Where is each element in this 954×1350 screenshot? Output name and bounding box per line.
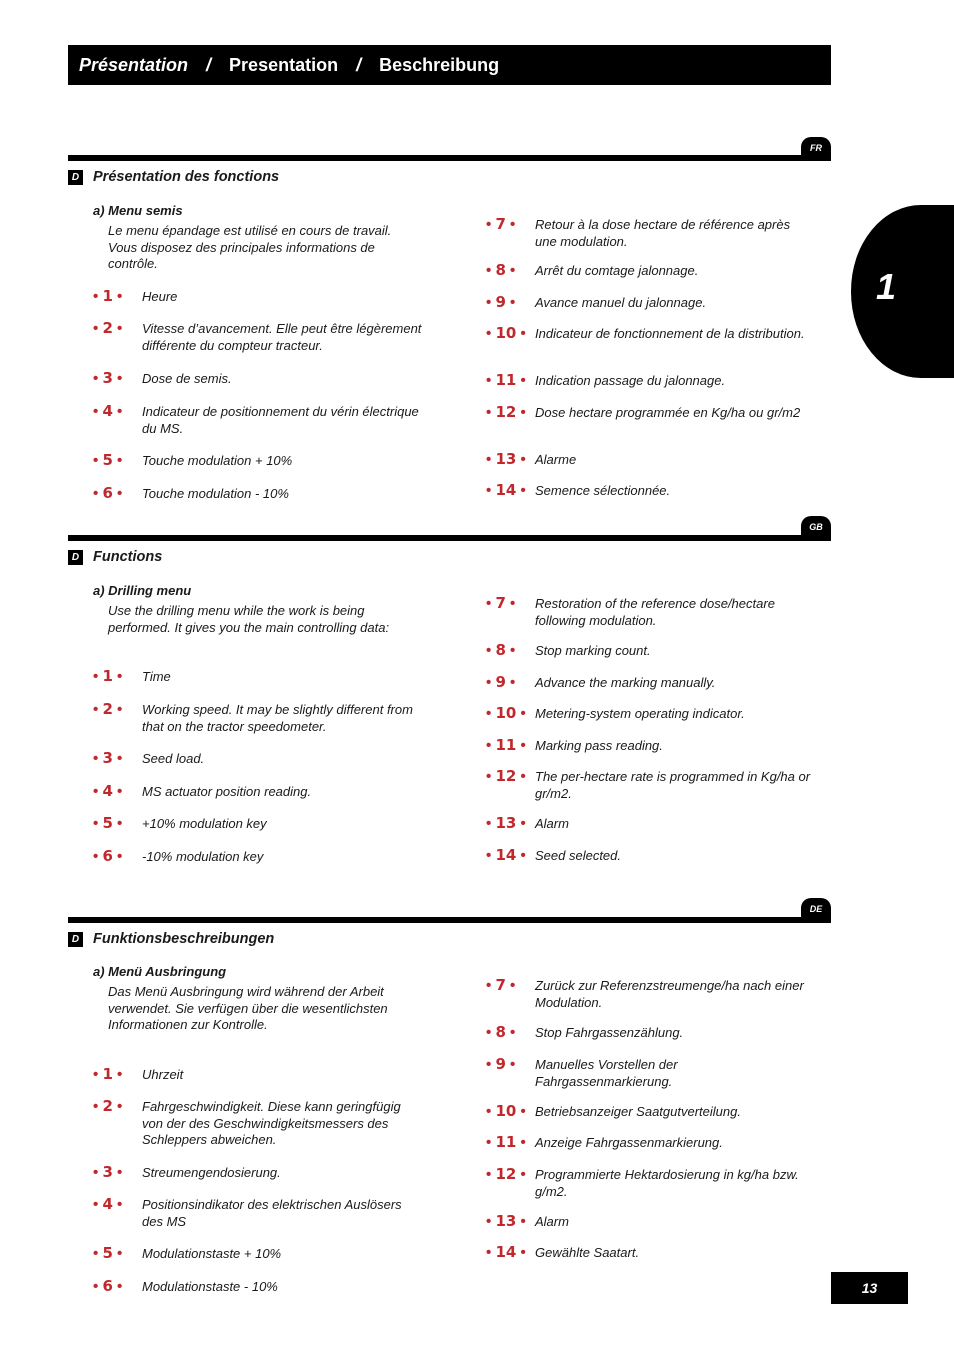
bullet-icon: •	[117, 750, 123, 767]
list-item	[93, 815, 422, 833]
page-header	[68, 45, 831, 85]
list-item	[486, 1103, 815, 1121]
item-number	[93, 1245, 142, 1262]
bullet-icon: •	[117, 452, 123, 469]
lang-tab-fr: FR	[801, 137, 831, 159]
list-item	[486, 1213, 815, 1231]
item-text: Manuelles Vorstellen der Fahrgassenmarkierung.	[535, 1057, 678, 1089]
item-text: Indicateur de positionnement du vérin électrique du MS.	[142, 404, 419, 436]
bullet-icon: •	[510, 262, 516, 279]
bullet-icon: •	[520, 482, 526, 499]
bullet-icon: •	[486, 642, 492, 659]
bullet-icon: •	[520, 847, 526, 864]
bullet-icon: •	[93, 848, 99, 865]
item-number-value: 3	[102, 369, 113, 387]
item-number	[486, 977, 535, 994]
bullet-icon: •	[486, 705, 492, 722]
document-icon: D	[68, 170, 83, 185]
bullet-icon: •	[486, 1134, 492, 1151]
item-number-value: 14	[495, 846, 517, 864]
list-item	[486, 372, 815, 390]
bullet-icon: •	[93, 750, 99, 767]
bullet-icon: •	[486, 768, 492, 785]
item-number	[486, 1134, 535, 1151]
bullet-icon: •	[510, 294, 516, 311]
item-text: Avance manuel du jalonnage.	[535, 295, 707, 310]
bullet-icon: •	[486, 595, 492, 612]
item-text: Streumengendosierung.	[142, 1165, 281, 1180]
item-text: Touche modulation - 10%	[142, 486, 289, 501]
bullet-icon: •	[117, 848, 123, 865]
list-item	[93, 1245, 422, 1263]
bullet-icon: •	[93, 452, 99, 469]
bullet-icon: •	[510, 642, 516, 659]
item-number-value: 13	[495, 1212, 517, 1230]
header-title-fr: Présentation	[79, 54, 189, 75]
list-item	[486, 977, 815, 1011]
item-text: Advance the marking manually.	[535, 675, 716, 690]
item-number-value: 9	[495, 1055, 506, 1073]
bullet-icon: •	[520, 1103, 526, 1120]
lang-tab-de: DE	[801, 898, 831, 920]
item-number-value: 5	[102, 451, 113, 469]
item-text: +10% modulation key	[142, 816, 267, 831]
bullet-icon: •	[510, 1024, 516, 1041]
item-number	[486, 1103, 535, 1120]
section-title-text: Funktionsbeschreibungen	[93, 931, 275, 947]
item-number	[486, 482, 535, 499]
item-number-value: 3	[102, 749, 113, 767]
bullet-icon: •	[520, 1244, 526, 1261]
bullet-icon: •	[486, 1024, 492, 1041]
bullet-icon: •	[93, 1164, 99, 1181]
list-item	[93, 750, 422, 768]
menu-subtitle: a) Drilling menu	[93, 583, 192, 598]
bullet-icon: •	[486, 1056, 492, 1073]
list-item	[486, 325, 815, 343]
item-number-value: 10	[495, 704, 517, 722]
item-text: Alarme	[535, 452, 577, 467]
item-number-value: 1	[102, 667, 113, 685]
item-text: Uhrzeit	[142, 1067, 184, 1082]
item-number	[93, 1278, 142, 1295]
bullet-icon: •	[93, 701, 99, 718]
list-item	[93, 320, 422, 354]
bullet-icon: •	[117, 1066, 123, 1083]
bullet-icon: •	[486, 451, 492, 468]
item-number	[93, 320, 142, 337]
list-item	[93, 1066, 422, 1084]
item-number-value: 12	[495, 403, 517, 421]
bullet-icon: •	[486, 216, 492, 233]
section-rule	[68, 155, 831, 161]
bullet-icon: •	[117, 1164, 123, 1181]
item-number	[486, 768, 535, 785]
list-item	[93, 1278, 422, 1296]
list-item	[486, 294, 815, 312]
bullet-icon: •	[117, 783, 123, 800]
header-title-en: Presentation	[229, 54, 339, 75]
item-text: Alarm	[535, 816, 569, 831]
item-number	[93, 1098, 142, 1115]
list-item	[486, 815, 815, 833]
item-number-value: 11	[495, 1133, 517, 1151]
item-number	[486, 1244, 535, 1261]
list-item	[93, 288, 422, 306]
list-item	[486, 642, 815, 660]
item-number-value: 10	[495, 324, 517, 342]
item-text: MS actuator position reading.	[142, 784, 312, 799]
item-text: Modulationstaste - 10%	[142, 1279, 278, 1294]
list-item	[486, 482, 815, 500]
item-number-value: 5	[102, 814, 113, 832]
list-item	[486, 847, 815, 865]
item-number	[93, 815, 142, 832]
item-number	[486, 216, 535, 233]
item-number	[486, 1213, 535, 1230]
bullet-icon: •	[510, 595, 516, 612]
document-icon: D	[68, 550, 83, 565]
bullet-icon: •	[486, 737, 492, 754]
item-number	[93, 288, 142, 305]
item-text: Indicateur de fonctionnement de la distribution.	[535, 326, 805, 341]
item-number	[93, 783, 142, 800]
item-number-value: 14	[495, 1243, 517, 1261]
item-text: Zurück zur Referenzstreumenge/ha nach einer Modulation.	[535, 978, 804, 1010]
bullet-icon: •	[93, 485, 99, 502]
bullet-icon: •	[93, 370, 99, 387]
list-item	[486, 1166, 815, 1200]
item-text: Working speed. It may be slightly different from that on the tractor speedometer.	[142, 702, 413, 734]
list-item	[486, 451, 815, 469]
item-text: Retour à la dose hectare de référence après une modulation.	[535, 217, 791, 249]
item-number-value: 11	[495, 371, 517, 389]
bullet-icon: •	[486, 1244, 492, 1261]
section-rule	[68, 535, 831, 541]
list-item	[486, 768, 815, 802]
item-text: Alarm	[535, 1214, 569, 1229]
bullet-icon: •	[520, 815, 526, 832]
lang-tab-gb: GB	[801, 516, 831, 538]
menu-intro: Le menu épandage est utilisé en cours de travail. Vous disposez des principales informations de contrôle.	[108, 223, 392, 271]
bullet-icon: •	[486, 847, 492, 864]
bullet-icon: •	[93, 1245, 99, 1262]
list-item	[93, 403, 422, 437]
bullet-icon: •	[486, 372, 492, 389]
item-number	[93, 701, 142, 718]
item-text: Fahrgeschwindigkeit. Diese kann geringfügig von der des Geschwindigkeitsmessers des Schleppers abweichen.	[142, 1099, 401, 1147]
bullet-icon: •	[520, 1166, 526, 1183]
list-item	[93, 1196, 422, 1230]
item-number-value: 7	[495, 594, 506, 612]
bullet-icon: •	[117, 485, 123, 502]
item-number-value: 12	[495, 767, 517, 785]
item-number-value: 9	[495, 673, 506, 691]
item-text: Dose de semis.	[142, 371, 232, 386]
list-item	[93, 1098, 422, 1149]
bullet-icon: •	[93, 1278, 99, 1295]
list-item	[486, 705, 815, 723]
list-item	[93, 485, 422, 503]
item-number-value: 2	[102, 700, 113, 718]
item-number-value: 4	[102, 1195, 113, 1213]
item-number	[486, 1024, 535, 1041]
list-item	[486, 216, 815, 250]
item-text: Time	[142, 669, 171, 684]
item-number-value: 13	[495, 450, 517, 468]
item-number	[486, 294, 535, 311]
section-title	[68, 169, 279, 185]
item-number	[93, 750, 142, 767]
list-item	[486, 1056, 815, 1090]
item-number-value: 1	[102, 1065, 113, 1083]
bullet-icon: •	[510, 216, 516, 233]
list-item	[93, 701, 422, 735]
list-item	[486, 262, 815, 280]
item-text: Betriebsanzeiger Saatgutverteilung.	[535, 1104, 741, 1119]
item-number-value: 11	[495, 736, 517, 754]
bullet-icon: •	[486, 325, 492, 342]
item-number	[486, 1166, 535, 1183]
menu-intro: Use the drilling menu while the work is being performed. It gives you the main controlling data:	[108, 603, 390, 635]
bullet-icon: •	[117, 815, 123, 832]
list-item	[93, 848, 422, 866]
menu-subtitle: a) Menu semis	[93, 203, 183, 218]
header-separator: /	[206, 54, 212, 75]
bullet-icon: •	[117, 1245, 123, 1262]
item-number-value: 8	[495, 261, 506, 279]
item-number-value: 7	[495, 215, 506, 233]
list-item	[486, 595, 815, 629]
list-item	[486, 404, 815, 422]
bullet-icon: •	[486, 262, 492, 279]
list-item	[486, 1134, 815, 1152]
item-text: Dose hectare programmée en Kg/ha ou gr/m2	[535, 405, 801, 420]
item-text: Indication passage du jalonnage.	[535, 373, 726, 388]
list-item	[93, 1164, 422, 1182]
bullet-icon: •	[117, 288, 123, 305]
header-title-de: Beschreibung	[379, 54, 500, 75]
item-text: Anzeige Fahrgassenmarkierung.	[535, 1135, 723, 1150]
item-number	[93, 1066, 142, 1083]
chapter-number: 1	[876, 266, 897, 307]
bullet-icon: •	[486, 294, 492, 311]
item-number	[486, 451, 535, 468]
item-number	[486, 705, 535, 722]
item-number	[93, 452, 142, 469]
item-number-value: 14	[495, 481, 517, 499]
header-separator: /	[356, 54, 362, 75]
bullet-icon: •	[520, 737, 526, 754]
item-text: Gewählte Saatart.	[535, 1245, 640, 1260]
bullet-icon: •	[520, 1134, 526, 1151]
bullet-icon: •	[93, 668, 99, 685]
bullet-icon: •	[93, 1098, 99, 1115]
bullet-icon: •	[117, 370, 123, 387]
item-number	[486, 847, 535, 864]
item-number-value: 6	[102, 847, 113, 865]
section-title	[68, 549, 162, 565]
item-number-value: 4	[102, 782, 113, 800]
bullet-icon: •	[117, 1098, 123, 1115]
item-number	[486, 404, 535, 421]
item-number	[486, 325, 535, 342]
item-number	[93, 848, 142, 865]
page-number: 13	[831, 1272, 908, 1304]
bullet-icon: •	[117, 403, 123, 420]
item-text: Stop Fahrgassenzählung.	[535, 1025, 684, 1040]
bullet-icon: •	[486, 1103, 492, 1120]
bullet-icon: •	[510, 977, 516, 994]
bullet-icon: •	[520, 404, 526, 421]
bullet-icon: •	[117, 1278, 123, 1295]
item-number-value: 2	[102, 1097, 113, 1115]
list-item	[486, 1244, 815, 1262]
bullet-icon: •	[486, 1213, 492, 1230]
item-number	[93, 485, 142, 502]
item-text: Arrêt du comtage jalonnage.	[535, 263, 699, 278]
bullet-icon: •	[93, 1196, 99, 1213]
item-text: Positionsindikator des elektrischen Auslösers des MS	[142, 1197, 402, 1229]
bullet-icon: •	[117, 701, 123, 718]
item-text: Vitesse d’avancement. Elle peut être légèrement différente du compteur tracteur.	[142, 321, 422, 353]
item-number-value: 7	[495, 976, 506, 994]
bullet-icon: •	[520, 1213, 526, 1230]
list-item	[486, 1024, 815, 1042]
item-text: Restoration of the reference dose/hectare following modulation.	[535, 596, 775, 628]
item-number	[93, 370, 142, 387]
item-text: Seed load.	[142, 751, 205, 766]
bullet-icon: •	[117, 668, 123, 685]
section-title-text: Functions	[93, 549, 163, 565]
item-number-value: 10	[495, 1102, 517, 1120]
bullet-icon: •	[520, 372, 526, 389]
bullet-icon: •	[520, 451, 526, 468]
item-number	[486, 262, 535, 279]
item-number-value: 2	[102, 319, 113, 337]
bullet-icon: •	[520, 325, 526, 342]
item-number-value: 1	[102, 287, 113, 305]
item-number	[93, 1196, 142, 1213]
item-text: Marking pass reading.	[535, 738, 663, 753]
bullet-icon: •	[117, 1196, 123, 1213]
item-number	[486, 674, 535, 691]
bullet-icon: •	[510, 1056, 516, 1073]
item-text: Semence sélectionnée.	[535, 483, 671, 498]
item-number	[486, 595, 535, 612]
item-number-value: 12	[495, 1165, 517, 1183]
bullet-icon: •	[486, 977, 492, 994]
item-number-value: 9	[495, 293, 506, 311]
item-number	[486, 372, 535, 389]
item-number	[93, 403, 142, 420]
list-item	[93, 452, 422, 470]
item-number-value: 13	[495, 814, 517, 832]
section-title-text: Présentation des fonctions	[93, 169, 280, 185]
item-text: Touche modulation + 10%	[142, 453, 293, 468]
list-item	[93, 370, 422, 388]
item-number-value: 3	[102, 1163, 113, 1181]
item-number	[93, 1164, 142, 1181]
item-number	[486, 737, 535, 754]
item-number-value: 4	[102, 402, 113, 420]
chapter-tab	[851, 205, 954, 378]
item-text: Modulationstaste + 10%	[142, 1246, 282, 1261]
bullet-icon: •	[93, 815, 99, 832]
item-text: Heure	[142, 289, 178, 304]
item-text: The per-hectare rate is programmed in Kg/ha or gr/m2.	[535, 769, 811, 801]
list-item	[93, 668, 422, 686]
item-number-value: 8	[495, 1023, 506, 1041]
bullet-icon: •	[93, 1066, 99, 1083]
item-number	[486, 815, 535, 832]
menu-subtitle: a) Menü Ausbringung	[93, 964, 227, 979]
bullet-icon: •	[93, 783, 99, 800]
bullet-icon: •	[486, 674, 492, 691]
document-icon: D	[68, 932, 83, 947]
item-text: -10% modulation key	[142, 849, 264, 864]
item-text: Metering-system operating indicator.	[535, 706, 745, 721]
item-number	[93, 668, 142, 685]
bullet-icon: •	[486, 815, 492, 832]
section-title	[68, 931, 274, 947]
bullet-icon: •	[486, 404, 492, 421]
bullet-icon: •	[520, 705, 526, 722]
item-number-value: 6	[102, 484, 113, 502]
item-number-value: 8	[495, 641, 506, 659]
list-item	[486, 737, 815, 755]
item-number	[486, 642, 535, 659]
bullet-icon: •	[510, 674, 516, 691]
bullet-icon: •	[486, 1166, 492, 1183]
item-text: Seed selected.	[535, 848, 622, 863]
list-item	[486, 674, 815, 692]
bullet-icon: •	[93, 320, 99, 337]
item-text: Programmierte Hektardosierung in kg/ha bzw. g/m2.	[535, 1167, 799, 1199]
item-number	[486, 1056, 535, 1073]
bullet-icon: •	[93, 403, 99, 420]
bullet-icon: •	[93, 288, 99, 305]
item-number-value: 5	[102, 1244, 113, 1262]
list-item	[93, 783, 422, 801]
item-number-value: 6	[102, 1277, 113, 1295]
section-rule	[68, 917, 831, 923]
bullet-icon: •	[520, 768, 526, 785]
menu-intro: Das Menü Ausbringung wird während der Arbeit verwendet. Sie verfügen über die wesentlichsten Informationen zur Kontrolle.	[108, 984, 388, 1032]
bullet-icon: •	[117, 320, 123, 337]
item-text: Stop marking count.	[535, 643, 651, 658]
bullet-icon: •	[486, 482, 492, 499]
